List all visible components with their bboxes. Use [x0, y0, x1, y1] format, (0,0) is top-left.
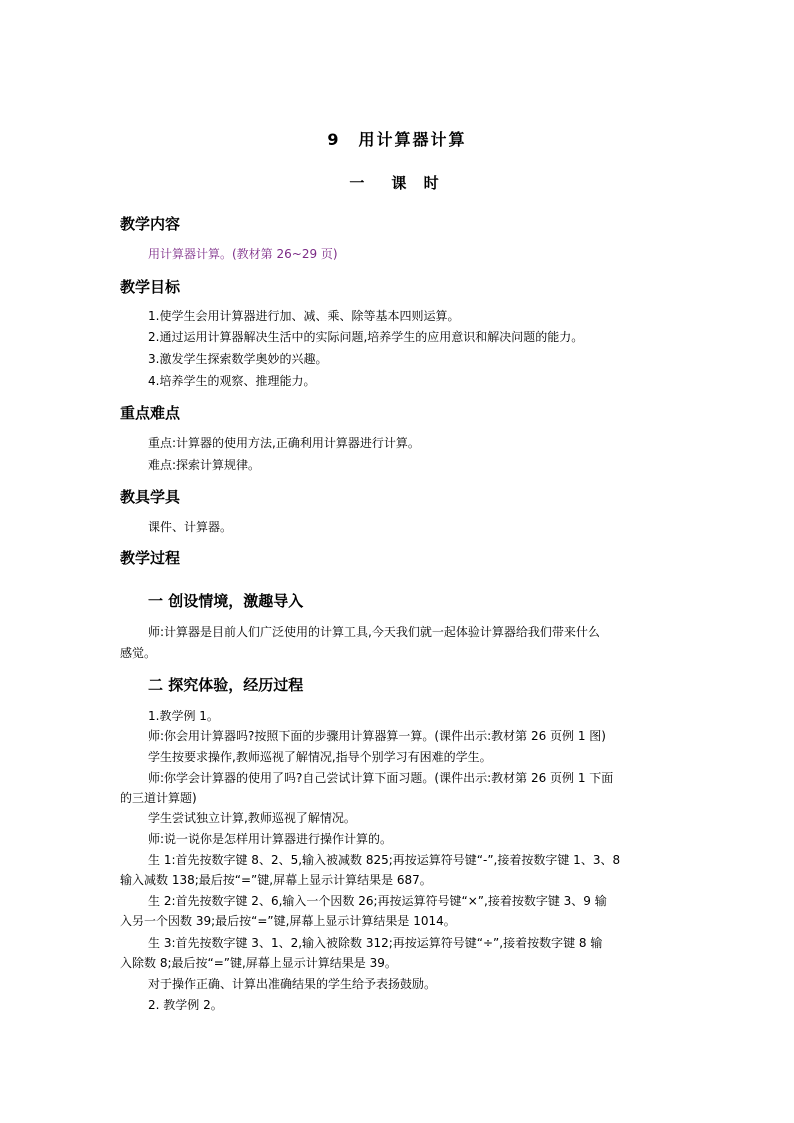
paragraph-line: 感觉。: [120, 646, 157, 660]
paragraph-line: 师:你学会计算器的使用了吗?自己尝试计算下面习题。(课件出示:教材第 26 页例 1 下面: [148, 771, 614, 785]
paragraph-line: 师:你会用计算器吗?按照下面的步骤用计算器算一算。(课件出示:教材第 26 页例 1 图): [148, 729, 606, 743]
heading-teaching-tools: 教具学具: [120, 488, 181, 506]
paragraph-line: 2. 教学例 2。: [148, 998, 223, 1012]
paragraph-line: 入除数 8;最后按“=”键,屏幕上显示计算结果是 39。: [120, 956, 397, 970]
heading-teaching-process: 教学过程: [120, 549, 181, 567]
paragraph-line: 生 2:首先按数字键 2、6,输入一个因数 26;再按运算符号键“×”,接着按数字键 3、9 输: [148, 894, 607, 908]
teaching-content-text: 用计算器计算。(教材第 26~29 页): [148, 247, 338, 261]
process-part1-heading: 一 创设情境，激趣导入: [148, 592, 304, 610]
paragraph-line: 输入减数 138;最后按“=”键,屏幕上显示计算结果是 687。: [120, 873, 432, 887]
paragraph-line: 学生尝试独立计算,教师巡视了解情况。: [148, 811, 356, 825]
paragraph-line: 1.教学例 1。: [148, 709, 219, 723]
process-part2-heading: 二 探究体验，经历过程: [148, 676, 304, 694]
lesson-subtitle: 一 课 时: [349, 174, 445, 192]
heading-key-points: 重点难点: [120, 404, 181, 422]
heading-teaching-content: 教学内容: [120, 215, 181, 233]
heading-teaching-goals: 教学目标: [120, 278, 181, 296]
paragraph-line: 学生按要求操作,教师巡视了解情况,指导个别学习有困难的学生。: [148, 750, 492, 764]
paragraph-line: 师:说一说你是怎样用计算器进行操作计算的。: [148, 832, 393, 846]
paragraph-line: 生 1:首先按数字键 8、2、5,输入被减数 825;再按运算符号键“-”,接着按数字键 1、3、8: [148, 853, 621, 867]
goal-item: 4.培养学生的观察、推理能力。: [148, 374, 316, 388]
teaching-tools-text: 课件、计算器。: [148, 520, 233, 534]
goal-item: 1.使学生会用计算器进行加、减、乘、除等基本四则运算。: [148, 309, 460, 323]
paragraph-line: 生 3:首先按数字键 3、1、2,输入被除数 312;再按运算符号键“÷”,接着按数字键 8 输: [148, 936, 603, 950]
paragraph-line: 入另一个因数 39;最后按“=”键,屏幕上显示计算结果是 1014。: [120, 914, 456, 928]
goal-item: 2.通过运用计算器解决生活中的实际问题,培养学生的应用意识和解决问题的能力。: [148, 330, 584, 344]
paragraph-line: 的三道计算题): [120, 791, 197, 805]
key-point-item: 重点:计算器的使用方法,正确利用计算器进行计算。: [148, 436, 420, 450]
key-point-item: 难点:探索计算规律。: [148, 458, 261, 472]
lesson-title: 9 用计算器计算: [327, 130, 467, 149]
paragraph-line: 师:计算器是目前人们广泛使用的计算工具,今天我们就一起体验计算器给我们带来什么: [148, 625, 600, 639]
paragraph-line: 对于操作正确、计算出准确结果的学生给予表扬鼓励。: [148, 977, 437, 991]
goal-item: 3.激发学生探索数学奥妙的兴趣。: [148, 352, 328, 366]
